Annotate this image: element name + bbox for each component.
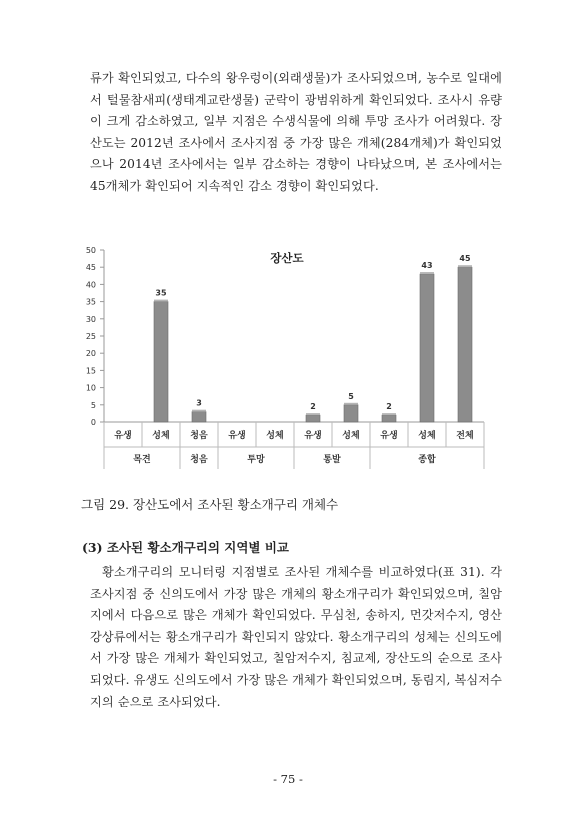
x-group-label: 청음	[190, 455, 208, 465]
y-tick-label: 20	[85, 349, 96, 359]
section-heading: (3) 조사된 황소개구리의 지역별 비교	[82, 540, 289, 555]
data-label: 43	[421, 261, 433, 271]
bar	[382, 415, 396, 422]
bar-top-highlight	[192, 410, 206, 412]
x-category-label: 전체	[456, 431, 474, 441]
x-category-label: 유생	[304, 431, 322, 441]
x-category-label: 성체	[418, 431, 436, 441]
data-label: 2	[386, 402, 392, 412]
data-label: 5	[348, 391, 354, 401]
y-tick-label: 35	[85, 297, 96, 307]
y-tick-label: 0	[90, 418, 96, 427]
bar	[154, 302, 168, 422]
bar-chart	[84, 242, 494, 472]
x-category-label: 성체	[152, 431, 170, 441]
body-paragraph-text: 황소개구리의 모니터링 지점별로 조사된 개체수를 비교하였다(표 31). 각 조사지점 중 신의도에서 가장 많은 개체의 황소개구리가 확인되었으며, 칠암지에서 다음으로 많은 개체가 확인되었다. 무심천, 송하지, 먼갓저수지, 영산강상류에서는 황소개구리가 확인되지 않았다. 황소개구리의 성체는 신의도에서 가장 많은 개체가 확인되었고, 칠암저수지, 침교제, 장산도의 순으로 조사되었다. 유생도 신의도에서 가장 많은 개체가 확인되었으며, 동림지, 복심저수지의 순으로 조사되었다.	[90, 565, 502, 709]
y-tick-label: 40	[85, 280, 96, 290]
x-group-label: 목견	[133, 455, 151, 465]
y-tick-label: 5	[90, 400, 96, 410]
y-tick-label: 45	[85, 263, 96, 273]
x-group-label: 통발	[323, 455, 341, 465]
chart-title: 장산도	[270, 251, 304, 265]
x-category-label: 유생	[380, 431, 398, 441]
data-label: 2	[310, 402, 316, 412]
data-label: 45	[459, 254, 471, 264]
bar-top-highlight	[382, 413, 396, 415]
x-category-label: 성체	[342, 431, 360, 441]
bar	[344, 405, 358, 422]
bar-top-highlight	[420, 272, 434, 274]
data-label: 35	[155, 288, 167, 298]
y-tick-label: 30	[85, 314, 96, 324]
x-category-label: 청음	[190, 431, 208, 441]
data-label: 3	[196, 398, 202, 408]
x-category-label: 유생	[228, 431, 246, 441]
bar-top-highlight	[458, 265, 472, 267]
body-paragraph	[90, 562, 502, 713]
y-tick-label: 25	[85, 332, 96, 341]
figure-caption: 그림 29. 장산도에서 조사된 황소개구리 개체수	[81, 497, 339, 512]
intro-paragraph-text: 류가 확인되었고, 다수의 왕우렁이(외래생물)가 조사되었으며, 농수로 일대에서 털물참새피(생태계교란생물) 군락이 광범위하게 확인되었다. 조사시 유량이 크게 감소하였고, 일부 지점은 수생식물에 의해 투망 조사가 어려웠다. 장산도는 2012년 조사에서 조사지점 중 가장 많은 개체(284개체)가 확인되었으나 2014년 조사에서는 일부 감소하는 경향이 나타났으며, 본 조사에서는 45개체가 확인되어 지속적인 감소 경향이 확인되었다.	[90, 71, 502, 193]
bar	[192, 412, 206, 422]
x-category-label: 유생	[114, 431, 132, 441]
bar-top-highlight	[344, 403, 358, 405]
bar	[420, 274, 434, 422]
y-tick-label: 50	[85, 246, 96, 255]
page-number: - 75 -	[273, 772, 303, 786]
bar-top-highlight	[154, 300, 168, 302]
intro-paragraph	[90, 68, 502, 198]
bar-top-highlight	[306, 413, 320, 415]
x-group-label: 투망	[247, 455, 265, 465]
x-category-label: 성체	[266, 431, 284, 441]
x-group-label: 종합	[418, 455, 436, 465]
bar	[458, 267, 472, 422]
y-tick-label: 10	[85, 383, 96, 393]
y-tick-label: 15	[85, 366, 96, 376]
bar	[306, 415, 320, 422]
